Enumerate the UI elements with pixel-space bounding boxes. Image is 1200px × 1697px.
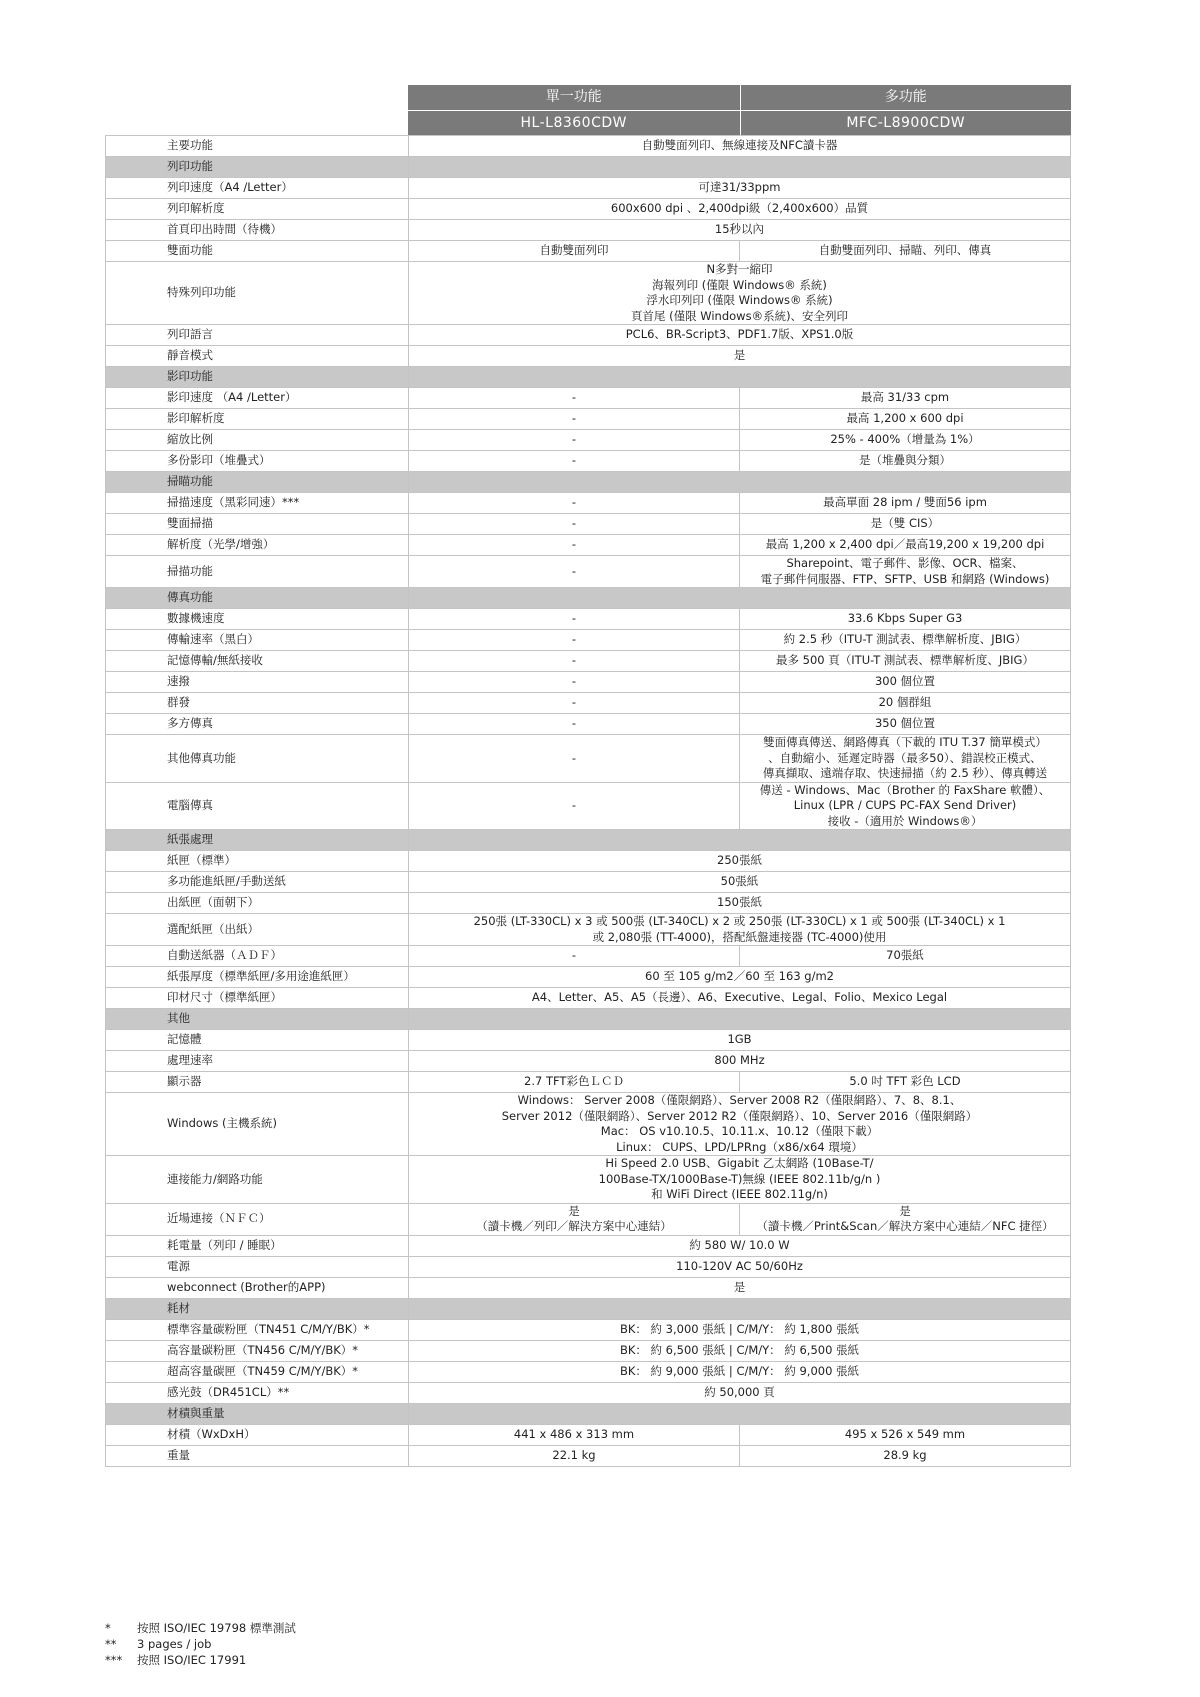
spec-label: Windows (主機系統) xyxy=(106,1093,409,1156)
spec-row xyxy=(106,409,1071,430)
spec-value-mfc-l8900cdw: 70張紙 xyxy=(740,946,1071,967)
spec-row xyxy=(106,988,1071,1009)
spec-label: 特殊列印功能 xyxy=(106,262,409,325)
spec-table-body xyxy=(106,136,1071,1467)
spec-value-shared: 250張紙 xyxy=(409,851,1071,872)
spec-row xyxy=(106,199,1071,220)
column-title: 多功能 xyxy=(741,85,1072,111)
spec-value-shared: 15秒以內 xyxy=(409,220,1071,241)
spec-row xyxy=(106,693,1071,714)
spec-label: 紙張厚度（標準紙匣/多用途進紙匣） xyxy=(106,967,409,988)
spec-value-mfc-l8900cdw: 最高 1,200 x 600 dpi xyxy=(740,409,1071,430)
spec-label: 影印解析度 xyxy=(106,409,409,430)
spec-row xyxy=(106,1361,1071,1382)
spec-row xyxy=(106,782,1071,830)
footnotes xyxy=(105,1620,296,1668)
spec-value-shared: BK： 約 6,500 張紙 | C/M/Y： 約 6,500 張紙 xyxy=(409,1340,1071,1361)
spec-row xyxy=(106,346,1071,367)
spec-label: 耗電量（列印 / 睡眠） xyxy=(106,1235,409,1256)
section-title: 耗材 xyxy=(106,1298,409,1319)
spec-value-hl-l8360cdw: 22.1 kg xyxy=(409,1445,740,1466)
spec-label: 列印語言 xyxy=(106,325,409,346)
spec-row xyxy=(106,556,1071,588)
spec-label: 記憶體 xyxy=(106,1030,409,1051)
spec-value-hl-l8360cdw: - xyxy=(409,451,740,472)
spec-value-hl-l8360cdw: - xyxy=(409,782,740,830)
spec-label: 多方傳真 xyxy=(106,714,409,735)
footnote-text: 按照 ISO/IEC 19798 標準測試 xyxy=(137,1621,296,1635)
spec-label: 首頁印出時間（待機） xyxy=(106,220,409,241)
spec-row xyxy=(106,1382,1071,1403)
spec-value-shared: BK： 約 9,000 張紙 | C/M/Y： 約 9,000 張紙 xyxy=(409,1361,1071,1382)
spec-value-mfc-l8900cdw: 最高單面 28 ipm / 雙面56 ipm xyxy=(740,493,1071,514)
spec-label: 主要功能 xyxy=(106,136,409,157)
spec-row xyxy=(106,388,1071,409)
model-column-single xyxy=(408,85,740,135)
spec-row xyxy=(106,1030,1071,1051)
section-title: 紙張處理 xyxy=(106,830,409,851)
spec-row xyxy=(106,1256,1071,1277)
spec-label: 感光鼓（DR451CL）** xyxy=(106,1382,409,1403)
spec-value-hl-l8360cdw: - xyxy=(409,714,740,735)
section-title: 影印功能 xyxy=(106,367,409,388)
spec-value-mfc-l8900cdw: 是（雙 CIS） xyxy=(740,514,1071,535)
spec-label: 處理速率 xyxy=(106,1051,409,1072)
spec-value-mfc-l8900cdw: 最高 31/33 cpm xyxy=(740,388,1071,409)
spec-label: 速撥 xyxy=(106,672,409,693)
spec-value-hl-l8360cdw: - xyxy=(409,388,740,409)
spec-row xyxy=(106,136,1071,157)
spec-value-mfc-l8900cdw: 是 （讀卡機／Print&Scan／解決方案中心連結／NFC 捷徑） xyxy=(740,1203,1071,1235)
spec-row xyxy=(106,1319,1071,1340)
spec-row xyxy=(106,1445,1071,1466)
spec-label: 靜音模式 xyxy=(106,346,409,367)
spec-label: 群發 xyxy=(106,693,409,714)
spec-value-mfc-l8900cdw: 傳送 - Windows、Mac（Brother 的 FaxShare 軟體）、 Linux (LPR / CUPS PC-FAX Send Driver) 接收 -（適用於 Windows®） xyxy=(740,782,1071,830)
model-column-multi xyxy=(740,85,1072,135)
spec-value-hl-l8360cdw: - xyxy=(409,430,740,451)
footnote xyxy=(105,1620,296,1636)
spec-value-shared: 可達31/33ppm xyxy=(409,178,1071,199)
spec-row xyxy=(106,630,1071,651)
spec-value-hl-l8360cdw: - xyxy=(409,693,740,714)
section-header-row xyxy=(106,1298,1071,1319)
footnote-mark: ** xyxy=(105,1637,117,1651)
spec-value-hl-l8360cdw: - xyxy=(409,672,740,693)
footnote-mark: *** xyxy=(105,1653,123,1667)
spec-row xyxy=(106,851,1071,872)
spec-value-shared: 800 MHz xyxy=(409,1051,1071,1072)
spec-label: 影印速度 （A4 /Letter） xyxy=(106,388,409,409)
spec-value-shared: 250張 (LT-330CL) x 3 或 500張 (LT-340CL) x 2 或 250張 (LT-330CL) x 1 或 500張 (LT-340CL) x 1 或 2,080張 (TT-4000)，搭配紙盤連接器 (TC-4000)使用 xyxy=(409,914,1071,946)
spec-label: 紙匣（標準） xyxy=(106,851,409,872)
spec-value-mfc-l8900cdw: 300 個位置 xyxy=(740,672,1071,693)
spec-label: 自動送紙器（ＡＤＦ） xyxy=(106,946,409,967)
section-title: 材積與重量 xyxy=(106,1403,409,1424)
spec-value-hl-l8360cdw: - xyxy=(409,946,740,967)
section-title: 其他 xyxy=(106,1009,409,1030)
spec-value-shared: 150張紙 xyxy=(409,893,1071,914)
spec-label: 印材尺寸（標準紙匣） xyxy=(106,988,409,1009)
spec-label: 連接能力/網路功能 xyxy=(106,1156,409,1204)
spec-row xyxy=(106,1277,1071,1298)
spec-value-shared: A4、Letter、A5、A5（長邊）、A6、Executive、Legal、Folio、Mexico Legal xyxy=(409,988,1071,1009)
spec-value-shared: N多對一縮印 海報列印 (僅限 Windows® 系統) 浮水印列印 (僅限 Windows® 系統) 頁首尾 (僅限 Windows®系統)、安全列印 xyxy=(409,262,1071,325)
model-name: HL-L8360CDW xyxy=(520,115,627,131)
spec-label: 高容量碳粉匣（TN456 C/M/Y/BK）* xyxy=(106,1340,409,1361)
section-title: 列印功能 xyxy=(106,157,409,178)
footnote-mark: * xyxy=(105,1621,111,1635)
spec-row xyxy=(106,1340,1071,1361)
spec-row xyxy=(106,714,1071,735)
spec-value-hl-l8360cdw: - xyxy=(409,651,740,672)
spec-value-mfc-l8900cdw: 25% - 400%（增量為 1%） xyxy=(740,430,1071,451)
section-fill xyxy=(409,1009,1071,1030)
section-header-row xyxy=(106,157,1071,178)
spec-label: 解析度（光學/增強） xyxy=(106,535,409,556)
spec-row xyxy=(106,672,1071,693)
section-fill xyxy=(409,588,1071,609)
spec-row xyxy=(106,735,1071,783)
spec-row xyxy=(106,535,1071,556)
spec-value-hl-l8360cdw: - xyxy=(409,535,740,556)
spec-value-shared: 約 580 W/ 10.0 W xyxy=(409,1235,1071,1256)
spec-value-shared: 50張紙 xyxy=(409,872,1071,893)
spec-label: 掃描速度（黑彩同速）*** xyxy=(106,493,409,514)
spec-value-mfc-l8900cdw: 約 2.5 秒（ITU-T 測試表、標準解析度、JBIG） xyxy=(740,630,1071,651)
spec-value-mfc-l8900cdw: 20 個群組 xyxy=(740,693,1071,714)
spec-label: 重量 xyxy=(106,1445,409,1466)
spec-value-shared: Hi Speed 2.0 USB、Gigabit 乙太網路 (10Base-T/ 100Base-TX/1000Base-T)無線 (IEEE 802.11b/g/n ) 和 WiFi Direct (IEEE 802.11g/n) xyxy=(409,1156,1071,1204)
footnote xyxy=(105,1652,296,1668)
spec-row xyxy=(106,241,1071,262)
spec-row xyxy=(106,220,1071,241)
spec-value-shared: Windows： Server 2008（僅限網路）、Server 2008 R2（僅限網路）、7、8、8.1、 Server 2012（僅限網路）、Server 2012 R2（僅限網路）、10、Server 2016（僅限網路） Mac： OS v10.10.5、10.11.x、10.12（僅限下載） Linux： CUPS、LPD/LPRng（x86/x64 環境） xyxy=(409,1093,1071,1156)
model-header xyxy=(408,85,1071,135)
spec-value-mfc-l8900cdw: 33.6 Kbps Super G3 xyxy=(740,609,1071,630)
spec-label: 其他傳真功能 xyxy=(106,735,409,783)
spec-value-mfc-l8900cdw: 495 x 526 x 549 mm xyxy=(740,1424,1071,1445)
section-fill xyxy=(409,157,1071,178)
spec-value-shared: 60 至 105 g/m2／60 至 163 g/m2 xyxy=(409,967,1071,988)
spec-label: 超高容量碳匣（TN459 C/M/Y/BK）* xyxy=(106,1361,409,1382)
spec-value-hl-l8360cdw: - xyxy=(409,409,740,430)
spec-table-container xyxy=(105,85,1071,1467)
spec-table xyxy=(105,135,1071,1467)
spec-row xyxy=(106,1093,1071,1156)
footnote xyxy=(105,1636,296,1652)
spec-label: 選配紙匣（出紙） xyxy=(106,914,409,946)
spec-row xyxy=(106,493,1071,514)
spec-value-mfc-l8900cdw: 最多 500 頁（ITU-T 測試表、標準解析度、JBIG） xyxy=(740,651,1071,672)
spec-value-shared: 是 xyxy=(409,1277,1071,1298)
spec-value-shared: PCL6、BR-Script3、PDF1.7版、XPS1.0版 xyxy=(409,325,1071,346)
spec-row xyxy=(106,1235,1071,1256)
spec-row xyxy=(106,325,1071,346)
spec-value-mfc-l8900cdw: 5.0 吋 TFT 彩色 LCD xyxy=(740,1072,1071,1093)
spec-label: 列印解析度 xyxy=(106,199,409,220)
spec-value-hl-l8360cdw: - xyxy=(409,514,740,535)
spec-label: 近場連接（ＮＦＣ） xyxy=(106,1203,409,1235)
spec-row xyxy=(106,451,1071,472)
spec-value-shared: 約 50,000 頁 xyxy=(409,1382,1071,1403)
section-fill xyxy=(409,367,1071,388)
column-title: 單一功能 xyxy=(408,85,740,111)
spec-label: 多份影印（堆疊式） xyxy=(106,451,409,472)
spec-row xyxy=(106,914,1071,946)
section-title: 傳真功能 xyxy=(106,588,409,609)
section-header-row xyxy=(106,367,1071,388)
spec-value-mfc-l8900cdw: 雙面傳真傳送、網路傳真（下載的 ITU T.37 簡單模式） 、自動縮小、延遲定時器（最多50）、錯誤校正模式、 傳真擷取、遠端存取、快速掃描（約 2.5 秒）、傳真轉送 xyxy=(740,735,1071,783)
spec-row xyxy=(106,946,1071,967)
spec-row xyxy=(106,967,1071,988)
spec-value-hl-l8360cdw: 441 x 486 x 313 mm xyxy=(409,1424,740,1445)
spec-label: 材積（WxDxH） xyxy=(106,1424,409,1445)
section-fill xyxy=(409,830,1071,851)
spec-value-shared: BK： 約 3,000 張紙 | C/M/Y： 約 1,800 張紙 xyxy=(409,1319,1071,1340)
section-header-row xyxy=(106,472,1071,493)
spec-value-mfc-l8900cdw: 28.9 kg xyxy=(740,1445,1071,1466)
spec-label: 數據機速度 xyxy=(106,609,409,630)
spec-label: 雙面功能 xyxy=(106,241,409,262)
spec-value-mfc-l8900cdw: 自動雙面列印、掃瞄、列印、傳真 xyxy=(740,241,1071,262)
spec-row xyxy=(106,262,1071,325)
spec-value-shared: 1GB xyxy=(409,1030,1071,1051)
spec-value-hl-l8360cdw: 自動雙面列印 xyxy=(409,241,740,262)
spec-value-shared: 是 xyxy=(409,346,1071,367)
spec-row xyxy=(106,872,1071,893)
spec-label: 縮放比例 xyxy=(106,430,409,451)
spec-value-mfc-l8900cdw: Sharepoint、電子郵件、影像、OCR、檔案、 電子郵件伺服器、FTP、SFTP、USB 和網路 (Windows) xyxy=(740,556,1071,588)
spec-row xyxy=(106,178,1071,199)
model-name: MFC-L8900CDW xyxy=(846,115,966,131)
section-title: 掃瞄功能 xyxy=(106,472,409,493)
spec-label: webconnect (Brother的APP) xyxy=(106,1277,409,1298)
spec-value-mfc-l8900cdw: 350 個位置 xyxy=(740,714,1071,735)
section-header-row xyxy=(106,1403,1071,1424)
spec-value-mfc-l8900cdw: 是（堆疊與分類） xyxy=(740,451,1071,472)
spec-value-shared: 自動雙面列印、無線連接及NFC讀卡器 xyxy=(409,136,1071,157)
spec-row xyxy=(106,651,1071,672)
spec-label: 標準容量碳粉匣（TN451 C/M/Y/BK）* xyxy=(106,1319,409,1340)
spec-label: 顯示器 xyxy=(106,1072,409,1093)
spec-label: 出紙匣（面朝下） xyxy=(106,893,409,914)
spec-label: 記憶傳輸/無紙接收 xyxy=(106,651,409,672)
spec-row xyxy=(106,1072,1071,1093)
section-fill xyxy=(409,472,1071,493)
spec-label: 列印速度（A4 /Letter） xyxy=(106,178,409,199)
spec-label: 電源 xyxy=(106,1256,409,1277)
section-header-row xyxy=(106,588,1071,609)
spec-row xyxy=(106,609,1071,630)
spec-value-hl-l8360cdw: - xyxy=(409,735,740,783)
spec-value-hl-l8360cdw: 是 （讀卡機／列印／解決方案中心連結） xyxy=(409,1203,740,1235)
section-fill xyxy=(409,1298,1071,1319)
spec-value-hl-l8360cdw: - xyxy=(409,609,740,630)
spec-label: 電腦傳真 xyxy=(106,782,409,830)
spec-label: 雙面掃描 xyxy=(106,514,409,535)
spec-label: 多功能進紙匣/手動送紙 xyxy=(106,872,409,893)
section-header-row xyxy=(106,1009,1071,1030)
spec-value-mfc-l8900cdw: 最高 1,200 x 2,400 dpi／最高19,200 x 19,200 dpi xyxy=(740,535,1071,556)
spec-value-hl-l8360cdw: 2.7 TFT彩色ＬＣＤ xyxy=(409,1072,740,1093)
spec-value-hl-l8360cdw: - xyxy=(409,630,740,651)
spec-row xyxy=(106,1156,1071,1204)
spec-value-hl-l8360cdw: - xyxy=(409,493,740,514)
spec-value-shared: 600x600 dpi 、2,400dpi級（2,400x600）品質 xyxy=(409,199,1071,220)
spec-row xyxy=(106,430,1071,451)
section-fill xyxy=(409,1403,1071,1424)
footnote-text: 3 pages / job xyxy=(137,1637,212,1651)
spec-row xyxy=(106,893,1071,914)
spec-value-shared: 110-120V AC 50/60Hz xyxy=(409,1256,1071,1277)
footnote-text: 按照 ISO/IEC 17991 xyxy=(137,1653,247,1667)
spec-row xyxy=(106,1203,1071,1235)
spec-value-hl-l8360cdw: - xyxy=(409,556,740,588)
spec-label: 傳輸速率（黑白） xyxy=(106,630,409,651)
spec-label: 掃描功能 xyxy=(106,556,409,588)
section-header-row xyxy=(106,830,1071,851)
spec-row xyxy=(106,1051,1071,1072)
spec-row xyxy=(106,514,1071,535)
spec-row xyxy=(106,1424,1071,1445)
